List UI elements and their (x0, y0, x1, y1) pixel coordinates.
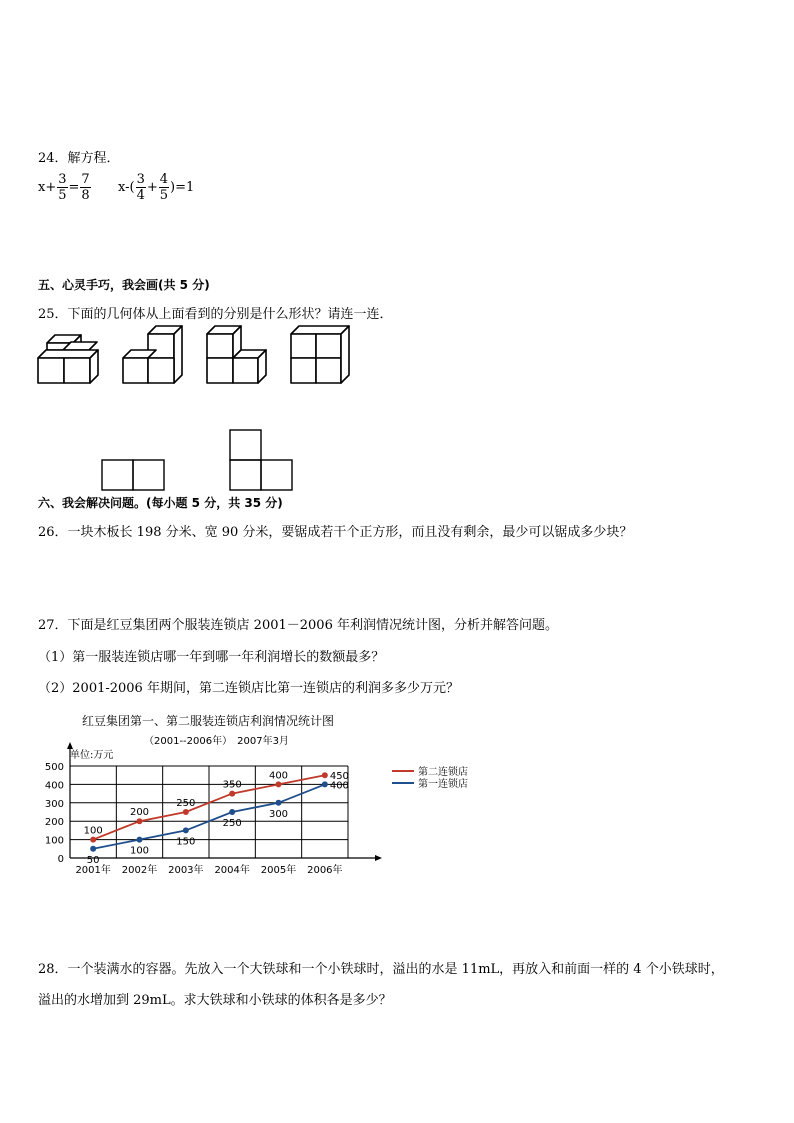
data-label: 250 (222, 818, 242, 829)
top-view-shapes (102, 430, 292, 490)
y-tick-label: 100 (44, 835, 64, 847)
solid-figure-3 (207, 326, 266, 383)
fraction (136, 172, 146, 203)
cube-figures (30, 318, 370, 493)
top-view-square (102, 460, 133, 490)
data-point (137, 818, 143, 824)
q28-line2: 溢出的水增加到 29mL。求大铁球和小铁球的体积各是多少？ (38, 993, 392, 1008)
data-point (137, 837, 143, 843)
data-point (276, 800, 282, 806)
data-point (322, 772, 328, 778)
y-tick-label: 300 (44, 798, 64, 810)
denominator: 5 (159, 188, 169, 203)
data-label: 400 (329, 780, 349, 792)
top-view-square (261, 460, 292, 490)
legend-label: 第一连锁店 (418, 779, 468, 790)
denominator: 5 (58, 188, 67, 203)
data-point (322, 781, 328, 787)
x-tick-label: 2003年 (168, 865, 204, 876)
section5-heading: 五、心灵手巧，我会画(共 5 分) (38, 278, 210, 292)
numerator: 3 (136, 172, 145, 187)
y-tick-label: 500 (44, 762, 64, 773)
eq1-prefix: x+ (38, 180, 57, 195)
y-axis-arrow (67, 742, 73, 749)
q24-title: 24．解方程． (38, 151, 120, 166)
equation-2 (118, 172, 194, 203)
q28-line1: 28．一个装满水的容器。先放入一个大铁球和一个小铁球时，溢出的水是 11mL，再放入和前面一样的 4 个小铁球时， (38, 962, 724, 977)
x-tick-label: 2002年 (121, 865, 158, 876)
data-label: 250 (176, 798, 196, 809)
y-tick-label: 0 (57, 854, 64, 865)
numerator: 7 (81, 172, 90, 187)
q27-sub2: （2）2001-2006 年期间，第二连锁店比第一连锁店的利润多多少万元？ (38, 681, 459, 696)
solid-figure-1 (38, 335, 98, 383)
data-point (229, 791, 235, 797)
data-point (90, 837, 96, 843)
data-label: 350 (222, 779, 242, 791)
x-tick-label: 2004年 (214, 865, 250, 876)
fraction (57, 172, 67, 203)
top-view-square (133, 460, 164, 490)
solid-figure-2 (123, 326, 182, 383)
y-axis-label: 单位:万元 (70, 750, 114, 761)
solid-figure-4 (291, 326, 349, 383)
data-point (90, 846, 96, 852)
numerator: 3 (58, 172, 67, 187)
eq1-operator: = (68, 180, 80, 195)
q27-title: 27．下面是红豆集团两个服装连锁店 2001－2006 年利润情况统计图，分析并解答问题。 (38, 618, 558, 633)
data-label: 100 (129, 845, 150, 857)
chart-title: 红豆集团第一、第二服装连锁店利润情况统计图 (82, 714, 335, 728)
data-point (183, 827, 189, 833)
data-point (229, 809, 235, 815)
top-view-square (230, 430, 261, 460)
eq2-suffix: )=1 (170, 180, 195, 195)
data-label: 300 (268, 808, 289, 820)
x-tick-label: 2006年 (307, 865, 343, 876)
q27-sub1: （1）第一服装连锁店哪一年到哪一年利润增长的数额最多？ (38, 650, 385, 665)
denominator: 4 (136, 188, 145, 203)
y-tick-label: 400 (44, 780, 64, 792)
numerator: 4 (159, 172, 169, 187)
y-tick-label: 200 (44, 817, 64, 829)
equation-1 (38, 172, 92, 203)
legend-label: 第二连锁店 (418, 767, 468, 778)
fraction (80, 172, 90, 203)
q26-title: 26．一块木板长 198 分米、宽 90 分米，要锯成若干个正方形，而且没有剩余，最少可以锯成多少块？ (38, 525, 633, 540)
data-label: 450 (329, 771, 349, 783)
q25-title: 25．下面的几何体从上面看到的分别是什么形状？请连一连． (38, 307, 393, 322)
data-point (183, 809, 189, 815)
x-axis-arrow (375, 855, 382, 861)
data-label: 50 (86, 854, 100, 866)
denominator: 8 (81, 188, 90, 203)
x-tick-label: 2001年 (75, 865, 111, 876)
section6-heading: 六、我会解决问题。(每小题 5 分，共 35 分) (38, 496, 283, 510)
data-point (276, 781, 282, 787)
profit-line-chart (30, 708, 500, 883)
x-tick-label: 2005年 (260, 865, 297, 876)
data-label: 200 (129, 807, 150, 819)
data-label: 150 (176, 836, 196, 848)
top-view-square (230, 460, 261, 490)
eq2-operator: + (146, 180, 158, 195)
chart-subtitle: （2001--2006年） 2007年3月 (144, 736, 289, 747)
fraction (159, 172, 169, 203)
data-label: 400 (268, 770, 289, 782)
data-label: 100 (83, 825, 103, 837)
eq2-prefix: x-( (118, 180, 135, 195)
